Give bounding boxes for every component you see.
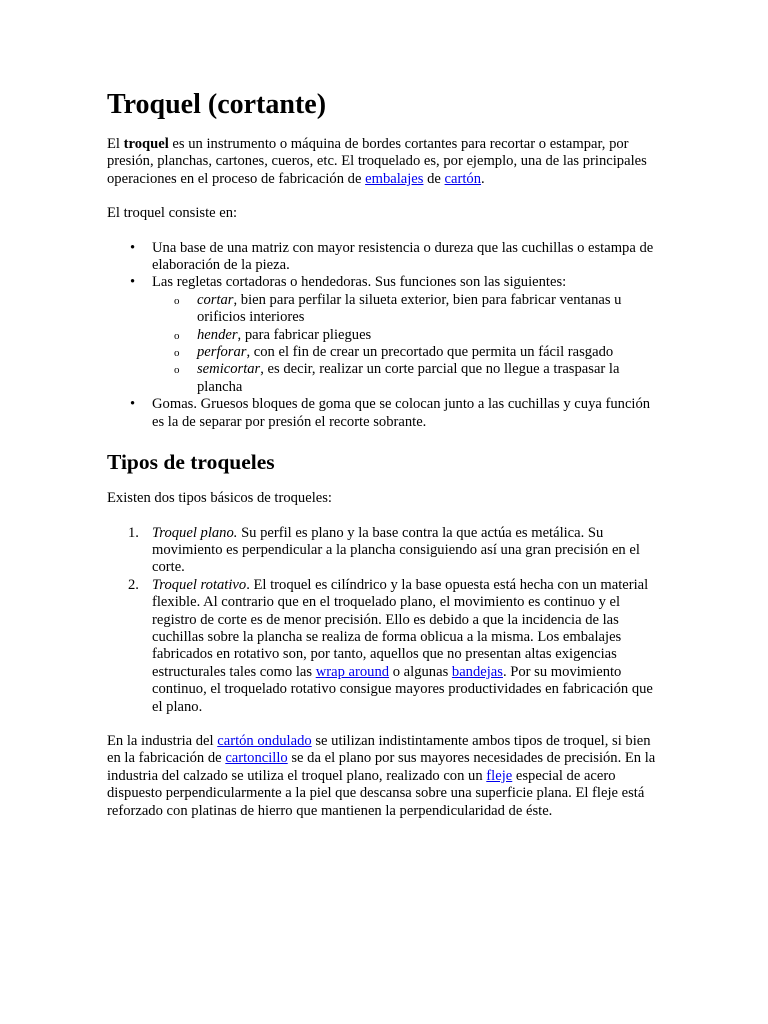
sublist-term: cortar — [197, 291, 234, 308]
type-term: Troquel rotativo — [152, 576, 247, 593]
sublist-text: , para fabricar pliegues — [237, 326, 372, 343]
link-carton[interactable]: cartón — [444, 170, 482, 187]
sublist-item — [174, 361, 662, 396]
link-fleje[interactable]: fleje — [486, 767, 513, 784]
sublist-item — [174, 344, 662, 361]
link-embalajes[interactable]: embalajes — [365, 170, 424, 187]
list-item — [130, 239, 662, 275]
circle-bullet-icon: o — [174, 347, 180, 360]
page-title: Troquel (cortante) — [107, 89, 327, 120]
sublist-text: , con el fin de crear un precortado que permita un fácil rasgado — [246, 344, 614, 361]
list-item — [130, 396, 662, 431]
type-text: o algunas — [389, 663, 452, 680]
types-list-item — [128, 524, 662, 577]
types-list-item — [128, 576, 662, 716]
consists-intro: El troquel consiste en: — [107, 205, 238, 222]
closing-text-3: se da el plano por sus mayores necesidades de precisión. En la industria del calzado se utiliza el troquel plano, realizado con un — [107, 750, 656, 784]
bullet-icon: • — [130, 239, 136, 256]
intro-text-3: de — [423, 170, 445, 187]
intro-paragraph — [107, 136, 662, 188]
intro-text-2: es un instrumento o máquina de bordes cortantes para recortar o estampar, por presión, planchas, cartones, cueros, etc. El troquelado es, por ejemplo, una de las principales operaciones en el proceso de fabricación de — [107, 136, 647, 187]
intro-text-1: El — [107, 136, 124, 152]
list-item — [130, 274, 662, 396]
closing-text-1: En la industria del — [107, 732, 218, 749]
link-wrap-around[interactable]: wrap around — [315, 663, 390, 680]
types-list — [107, 525, 662, 716]
closing-text-2: se utilizan indistintamente ambos tipos de troquel, si bien en la fabricación de — [107, 732, 651, 767]
type-text: . El troquel es cilíndrico y la base opuesta está hecha con un material flexible. Al contrario que en el troquelado plano, el movimiento es continuo y el registro de corte es de menor precisión. Ello es debido a que la incidencia de las cuchillas sobre la plancha se realiza de forma oblicua a la misma. Los embalajes fabricados en rotativo son, por tanto, aquellos que no presentan altas exigencias estructurales tales como las — [152, 576, 649, 680]
circle-bullet-icon: o — [174, 329, 180, 342]
types-intro: Existen dos tipos básicos de troqueles: — [107, 490, 332, 507]
link-carton-ondulado[interactable]: cartón ondulado — [217, 732, 312, 749]
sublist-text: , es decir, realizar un corte parcial que no llegue a traspasar la plancha — [197, 361, 620, 395]
intro-bold-term: troquel — [123, 136, 169, 152]
list-item-text: Gomas. Gruesos bloques de goma que se colocan junto a las cuchillas y cuya función es la de separar por presión el recorte sobrante. — [152, 396, 651, 430]
list-item-text: Las regletas cortadoras o hendedoras. Sus funciones son las siguientes: — [152, 274, 567, 291]
list-item-text: Una base de una matriz con mayor resistencia o dureza que las cuchillas o estampa de elaboración de la pieza. — [152, 239, 654, 274]
sublist-term: hender — [197, 326, 238, 343]
functions-sublist — [152, 292, 662, 396]
closing-paragraph — [107, 733, 662, 820]
bullet-icon: • — [130, 274, 136, 291]
item-number: 2. — [128, 576, 139, 593]
article — [107, 88, 662, 837]
bullet-icon: • — [130, 396, 136, 413]
type-text: Su perfil es plano y la base contra la que actúa es metálica. Su movimiento es perpendicular a la plancha consiguiendo así una gran precisión en el corte. — [152, 524, 640, 576]
type-text: . Por su movimiento continuo, el troquelado rotativo consigue mayores productividades en fabricación que el plano. — [152, 663, 653, 715]
sublist-item — [174, 326, 662, 344]
type-term: Troquel plano. — [152, 524, 238, 541]
sublist-term: perforar — [197, 344, 247, 361]
link-bandejas[interactable]: bandejas — [451, 663, 503, 680]
circle-bullet-icon: o — [174, 364, 180, 377]
closing-text-4: especial de acero dispuesto perpendicularmente a la piel que descansa sobre una superficie plana. El fleje está reforzado con platinas de hierro que mantienen la perpendicularidad de éste. — [107, 767, 645, 819]
intro-text-4: . — [481, 170, 485, 187]
item-number: 1. — [128, 524, 139, 541]
section-title-tipos: Tipos de troqueles — [107, 450, 275, 475]
link-cartoncillo[interactable]: cartoncillo — [225, 750, 288, 767]
components-list — [107, 240, 662, 431]
sublist-item — [174, 291, 662, 327]
sublist-text: , bien para perfilar la silueta exterior, bien para fabricar ventanas u orificios interiores — [197, 291, 622, 326]
sublist-term: semicortar — [197, 361, 261, 378]
circle-bullet-icon: o — [174, 294, 180, 307]
